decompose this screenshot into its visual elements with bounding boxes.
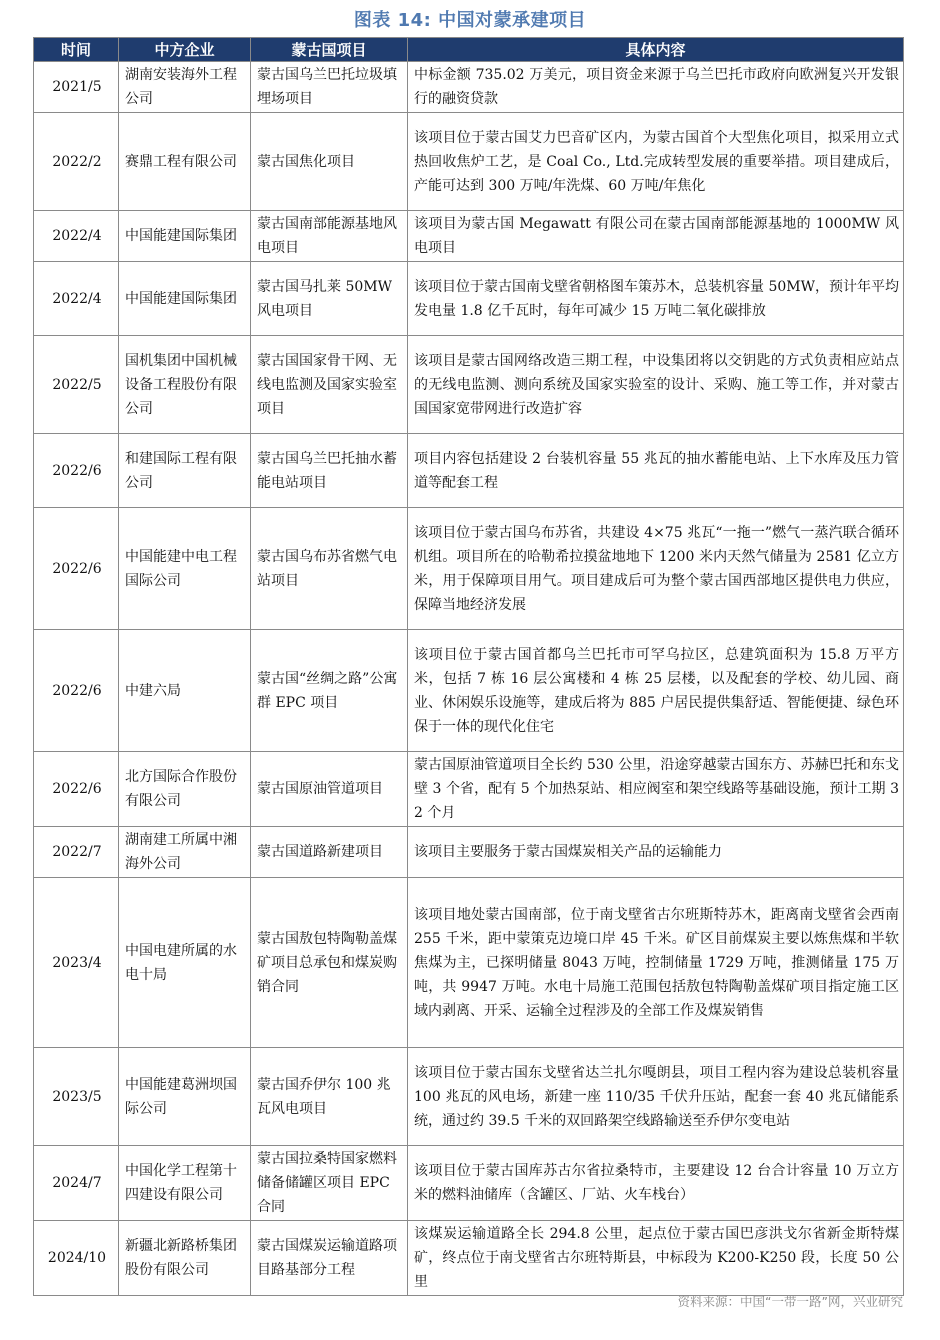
- cell-content: 该煤炭运输道路全长 294.8 公里，起点位于蒙古国巴彦洪戈尔省新金斯特煤矿，终点位于南戈壁省古尔班特斯县，中标段为 K200-K250 段，长度 50 公里: [408, 1221, 904, 1296]
- cell-time: 2022/4: [34, 262, 119, 336]
- cell-content: 该项目是蒙古国网络改造三期工程，中设集团将以交钥匙的方式负责相应站点的无线电监测、测向系统及国家实验室的设计、采购、施工等工作，并对蒙古国国家宽带网进行改造扩容: [408, 336, 904, 434]
- header-project: 蒙古国项目: [251, 38, 408, 62]
- header-company: 中方企业: [119, 38, 251, 62]
- cell-project: 蒙古国乌兰巴托抽水蓄能电站项目: [251, 434, 408, 508]
- table-row: [34, 336, 904, 434]
- table-row: [34, 211, 904, 262]
- cell-content: 该项目位于蒙古国南戈壁省朝格图车策苏木，总装机容量 50MW，预计年平均发电量 1.8 亿千瓦时，每年可减少 15 万吨二氧化碳排放: [408, 262, 904, 336]
- cell-time: 2024/7: [34, 1146, 119, 1221]
- cell-time: 2022/5: [34, 336, 119, 434]
- cell-project: 蒙古国乌布苏省燃气电站项目: [251, 508, 408, 630]
- cell-content: 中标金额 735.02 万美元，项目资金来源于乌兰巴托市政府向欧洲复兴开发银行的融资贷款: [408, 62, 904, 113]
- cell-content: 该项目主要服务于蒙古国煤炭相关产品的运输能力: [408, 827, 904, 878]
- cell-time: 2022/6: [34, 752, 119, 827]
- cell-project: 蒙古国原油管道项目: [251, 752, 408, 827]
- cell-time: 2023/5: [34, 1048, 119, 1146]
- table-row: [34, 1048, 904, 1146]
- cell-content: 该项目地处蒙古国南部，位于南戈壁省古尔班斯特苏木，距离南戈壁省会西南 255 千米，距中蒙策克边境口岸 45 千米。矿区目前煤炭主要以炼焦煤和半软焦煤为主，已探明储量 8043 万吨，控制储量 1729 万吨，推测储量 175 万吨，共 9947 万吨。水电十局施工范围包括敖包特陶勒盖煤矿项目指定施工区域内剥离、开采、运输全过程涉及的全部工作及煤炭销售: [408, 878, 904, 1048]
- table-row: [34, 62, 904, 113]
- cell-time: 2022/4: [34, 211, 119, 262]
- cell-project: 蒙古国国家骨干网、无线电监测及国家实验室项目: [251, 336, 408, 434]
- source-note: 资料来源：中国“一带一路”网，兴业研究: [677, 1294, 903, 1309]
- cell-company: 和建国际工程有限公司: [119, 434, 251, 508]
- table-row: [34, 1146, 904, 1221]
- table-row: [34, 434, 904, 508]
- cell-content: 蒙古国原油管道项目全长约 530 公里，沿途穿越蒙古国东方、苏赫巴托和东戈壁 3 个省，配有 5 个加热泵站、相应阀室和架空线路等基础设施，预计工期 32 个月: [408, 752, 904, 827]
- cell-project: 蒙古国拉桑特国家燃料储备储罐区项目 EPC 合同: [251, 1146, 408, 1221]
- table-header-row: [34, 38, 904, 62]
- cell-content: 该项目位于蒙古国东戈壁省达兰扎尔嘎朗县，项目工程内容为建设总装机容量 100 兆瓦的风电场，新建一座 110/35 千伏升压站，配套一套 40 兆瓦储能系统，通过约 39.5 千米的双回路架空线路输送至乔伊尔变电站: [408, 1048, 904, 1146]
- cell-time: 2022/6: [34, 508, 119, 630]
- table-row: [34, 1221, 904, 1296]
- cell-project: 蒙古国乌兰巴托垃圾填埋场项目: [251, 62, 408, 113]
- cell-time: 2023/4: [34, 878, 119, 1048]
- cell-content: 该项目位于蒙古国乌布苏省，共建设 4×75 兆瓦“一拖一”燃气一蒸汽联合循环机组。项目所在的哈勒希拉摸盆地地下 1200 米内天然气储量为 2581 亿立方米，用于保障项目用气。项目建成后可为整个蒙古国西部地区提供电力供应，保障当地经济发展: [408, 508, 904, 630]
- header-content: 具体内容: [408, 38, 904, 62]
- cell-company: 赛鼎工程有限公司: [119, 113, 251, 211]
- cell-company: 湖南安装海外工程公司: [119, 62, 251, 113]
- table-row: [34, 630, 904, 752]
- cell-time: 2024/10: [34, 1221, 119, 1296]
- cell-company: 中国能建国际集团: [119, 211, 251, 262]
- table-row: [34, 113, 904, 211]
- cell-company: 中国能建国际集团: [119, 262, 251, 336]
- cell-company: 中国电建所属的水电十局: [119, 878, 251, 1048]
- cell-company: 中国能建中电工程国际公司: [119, 508, 251, 630]
- cell-time: 2022/2: [34, 113, 119, 211]
- cell-content: 该项目位于蒙古国库苏古尔省拉桑特市，主要建设 12 台合计容量 10 万立方米的燃料油储库（含罐区、厂站、火车栈台）: [408, 1146, 904, 1221]
- cell-company: 北方国际合作股份有限公司: [119, 752, 251, 827]
- cell-project: 蒙古国敖包特陶勒盖煤矿项目总承包和煤炭购销合同: [251, 878, 408, 1048]
- cell-time: 2022/6: [34, 630, 119, 752]
- cell-content: 该项目位于蒙古国首都乌兰巴托市可罕乌拉区，总建筑面积为 15.8 万平方米，包括 7 栋 16 层公寓楼和 4 栋 25 层楼，以及配套的学校、幼儿园、商业、休闲娱乐设施等，建成后将为 885 户居民提供集舒适、智能便捷、绿色环保于一体的现代化住宅: [408, 630, 904, 752]
- cell-company: 中国化学工程第十四建设有限公司: [119, 1146, 251, 1221]
- cell-content: 该项目位于蒙古国艾力巴音矿区内，为蒙古国首个大型焦化项目，拟采用立式热回收焦炉工艺，是 Coal Co., Ltd.完成转型发展的重要举措。项目建成后，产能可达到 300 万吨/年洗煤、60 万吨/年焦化: [408, 113, 904, 211]
- table-row: [34, 752, 904, 827]
- cell-company: 新疆北新路桥集团股份有限公司: [119, 1221, 251, 1296]
- table-row: [34, 508, 904, 630]
- cell-project: 蒙古国乔伊尔 100 兆瓦风电项目: [251, 1048, 408, 1146]
- cell-company: 国机集团中国机械设备工程股份有限公司: [119, 336, 251, 434]
- cell-project: 蒙古国南部能源基地风电项目: [251, 211, 408, 262]
- cell-project: 蒙古国马扎莱 50MW 风电项目: [251, 262, 408, 336]
- table-row: [34, 827, 904, 878]
- figure-title: 图表 14: 中国对蒙承建项目: [353, 10, 587, 31]
- cell-time: 2022/7: [34, 827, 119, 878]
- cell-time: 2021/5: [34, 62, 119, 113]
- cell-project: 蒙古国焦化项目: [251, 113, 408, 211]
- projects-table: [33, 37, 904, 1296]
- cell-company: 中国能建葛洲坝国际公司: [119, 1048, 251, 1146]
- cell-company: 中建六局: [119, 630, 251, 752]
- cell-time: 2022/6: [34, 434, 119, 508]
- table-row: [34, 262, 904, 336]
- cell-content: 该项目为蒙古国 Megawatt 有限公司在蒙古国南部能源基地的 1000MW 风电项目: [408, 211, 904, 262]
- cell-company: 湖南建工所属中湘海外公司: [119, 827, 251, 878]
- cell-project: 蒙古国道路新建项目: [251, 827, 408, 878]
- cell-project: 蒙古国煤炭运输道路项目路基部分工程: [251, 1221, 408, 1296]
- cell-project: 蒙古国“丝绸之路”公寓群 EPC 项目: [251, 630, 408, 752]
- header-time: 时间: [34, 38, 119, 62]
- cell-content: 项目内容包括建设 2 台装机容量 55 兆瓦的抽水蓄能电站、上下水库及压力管道等配套工程: [408, 434, 904, 508]
- table-row: [34, 878, 904, 1048]
